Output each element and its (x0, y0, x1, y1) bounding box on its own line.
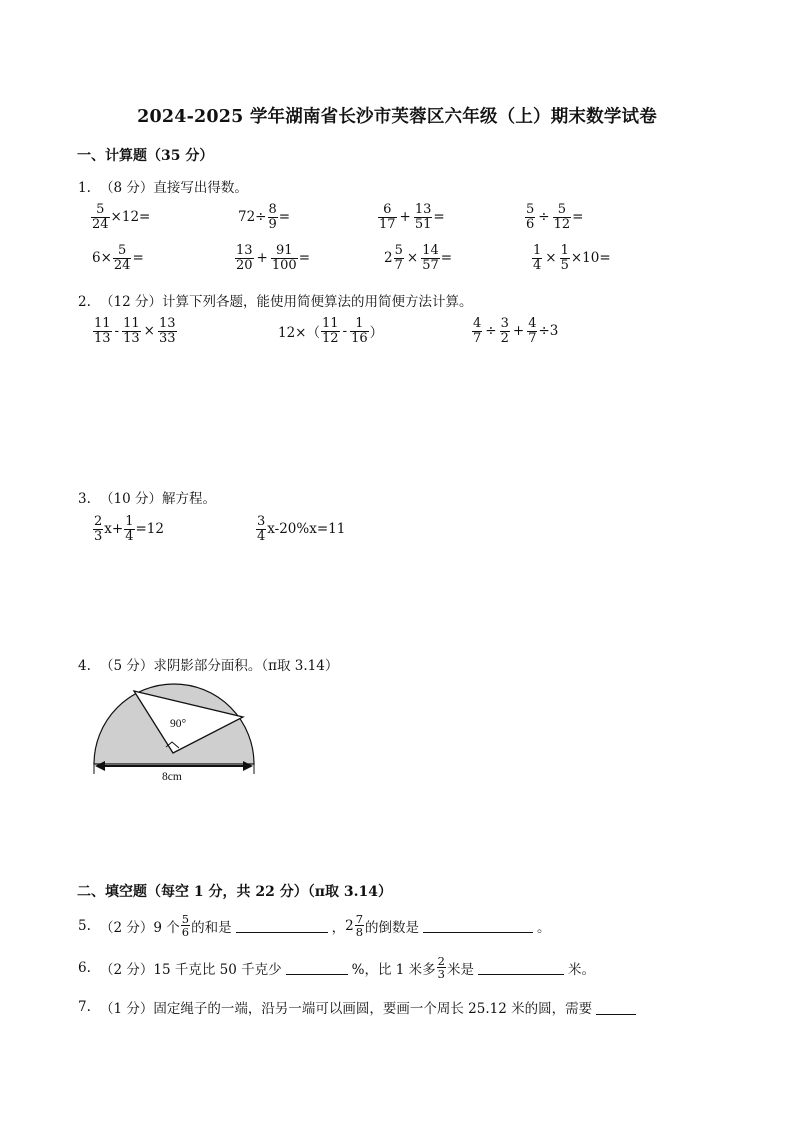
expr-middle: x+ (104, 521, 124, 538)
expr-tail: = (433, 209, 445, 226)
question-text: （12 分）计算下列各题，能使用简便算法的用简便方法计算。 (100, 294, 473, 310)
q1-expr-8 (531, 244, 611, 272)
denominator: 4 (125, 528, 134, 544)
denominator: 6 (526, 216, 535, 232)
numerator: 4 (473, 316, 482, 331)
expr-tail: x-20%x=11 (267, 521, 346, 538)
numerator: 5 (118, 243, 127, 258)
denominator: 8 (355, 925, 364, 940)
expr-tail: ÷3 (538, 323, 559, 340)
page-title: 2024-2025 学年湖南省长沙市芙蓉区六年级（上）期末数学试卷 (137, 107, 657, 127)
question-text: 的倒数是 (365, 919, 420, 936)
numerator: 3 (257, 514, 266, 529)
expr-tail: = (572, 209, 584, 226)
denominator: 3 (94, 528, 103, 544)
operator: × (545, 250, 557, 267)
numerator: 14 (422, 243, 439, 258)
question-text: （2 分）9 个 (100, 919, 180, 936)
width-label: 8cm (162, 771, 182, 783)
question-5 (78, 913, 551, 938)
question-3 (78, 487, 216, 507)
question-number: 1. (78, 180, 91, 196)
operator: ÷ (485, 323, 497, 340)
expr-tail: = (278, 209, 291, 226)
question-number: 7. (78, 999, 91, 1015)
numerator: 13 (158, 316, 176, 331)
denominator: 24 (113, 257, 131, 273)
answer-blank[interactable] (478, 960, 564, 975)
angle-label: 90° (170, 718, 187, 730)
question-6 (78, 955, 595, 980)
expr-tail: = (298, 250, 310, 267)
numerator: 13 (414, 202, 432, 217)
numerator: 1 (355, 316, 364, 331)
question-number: 4. (78, 658, 91, 674)
q1-expr-4 (524, 203, 583, 231)
question-text: %，比 1 米多 (351, 961, 436, 978)
denominator: 20 (236, 257, 253, 273)
numerator: 4 (528, 316, 537, 331)
section-heading-calculation: 一、计算题（35 分） (77, 148, 214, 164)
denominator: 24 (92, 216, 109, 232)
denominator: 16 (351, 330, 368, 346)
denominator: 7 (473, 330, 482, 346)
q3-equation-2 (255, 515, 345, 543)
operator: × (406, 250, 419, 267)
question-number: 5. (78, 917, 91, 934)
numerator: 1 (560, 243, 569, 258)
denominator: 100 (271, 257, 297, 273)
denominator: 5 (560, 257, 569, 273)
semicircle-figure (88, 676, 260, 786)
section-heading-fill-blank: 二、填空题（每空 1 分，共 22 分）（π取 3.14） (77, 884, 392, 900)
q1-expr-6 (234, 244, 310, 272)
expr-tail: = (440, 250, 453, 267)
answer-blank[interactable] (423, 918, 533, 933)
expr-tail: = (132, 250, 144, 267)
question-4 (78, 654, 338, 674)
operator: ÷ (538, 209, 550, 226)
numerator: 5 (96, 202, 105, 217)
denominator: 12 (322, 330, 339, 346)
q1-expr-1 (90, 203, 150, 231)
denominator: 3 (437, 967, 445, 982)
numerator: 11 (94, 316, 111, 331)
question-text: 米是 (446, 961, 474, 978)
numerator: 3 (500, 316, 509, 331)
numerator: 13 (236, 243, 253, 258)
denominator: 57 (422, 257, 439, 273)
denominator: 51 (414, 216, 432, 232)
q2-expr-1 (92, 317, 178, 345)
q1-expr-7 (384, 244, 452, 272)
answer-blank[interactable] (236, 918, 328, 933)
punctuation: 。 (537, 919, 551, 936)
numerator: 5 (526, 202, 535, 217)
question-text: （8 分）直接写出得数。 (100, 180, 248, 196)
q1-expr-3 (377, 203, 445, 231)
denominator: 4 (257, 528, 266, 544)
question-number: 6. (78, 959, 91, 976)
operator: + (399, 209, 411, 226)
numerator: 1 (533, 243, 542, 258)
denominator: 12 (553, 216, 571, 232)
numerator: 8 (268, 202, 277, 217)
question-1 (78, 176, 248, 196)
q2-expr-3 (471, 317, 558, 345)
answer-blank[interactable] (286, 960, 348, 975)
numerator: 5 (394, 243, 403, 258)
question-text: （1 分）固定绳子的一端，沿另一端可以画圆，要画一个周长 25.12 米的圆，需要 (100, 1001, 593, 1017)
operator: + (256, 250, 268, 267)
expr-suffix: ） (369, 325, 384, 342)
expr-tail: ×10= (570, 250, 611, 267)
numerator: 1 (125, 514, 134, 529)
operator: × (143, 323, 155, 340)
operator: - (342, 323, 348, 340)
q3-equation-1 (92, 515, 164, 543)
q1-expr-2 (238, 203, 290, 231)
denominator: 7 (528, 330, 537, 346)
question-number: 2. (78, 294, 91, 310)
denominator: 4 (533, 257, 542, 273)
question-text: 的和是 (191, 919, 232, 936)
numerator: 6 (383, 202, 392, 217)
numerator: 2 (94, 514, 103, 529)
operator: + (512, 323, 525, 340)
numerator: 11 (123, 316, 140, 331)
numerator: 91 (276, 243, 293, 258)
numerator: 11 (322, 316, 339, 331)
question-text: （5 分）求阴影部分面积。（π取 3.14） (100, 658, 339, 674)
question-text: （10 分）解方程。 (100, 491, 216, 507)
question-number: 3. (78, 491, 91, 507)
expr-prefix: 72÷ (238, 209, 267, 226)
operator: - (114, 323, 120, 340)
punctuation: ， (331, 919, 346, 936)
mixed-whole: 2 (384, 250, 393, 267)
denominator: 2 (500, 330, 509, 346)
expr-tail: =12 (135, 521, 164, 538)
denominator: 6 (181, 925, 190, 940)
denominator: 17 (379, 216, 396, 232)
expr-prefix: 6× (92, 250, 112, 267)
mixed-whole: 2 (345, 917, 354, 934)
numerator: 5 (181, 912, 190, 926)
question-7 (78, 997, 640, 1017)
expr-prefix: 12×（ (278, 325, 320, 342)
numerator: 2 (437, 954, 445, 968)
question-2 (78, 290, 472, 310)
answer-blank[interactable] (596, 1000, 636, 1015)
denominator: 7 (394, 257, 403, 273)
denominator: 13 (123, 330, 140, 346)
q1-expr-5 (92, 244, 144, 272)
numerator: 5 (557, 202, 566, 217)
denominator: 13 (94, 330, 111, 346)
question-text: （2 分）15 千克比 50 千克少 (100, 961, 282, 978)
expr-tail: ×12= (110, 209, 151, 226)
denominator: 33 (158, 330, 176, 346)
numerator: 7 (355, 912, 364, 926)
denominator: 9 (268, 216, 277, 232)
question-text: 米。 (567, 961, 595, 978)
q2-expr-2 (278, 317, 383, 345)
